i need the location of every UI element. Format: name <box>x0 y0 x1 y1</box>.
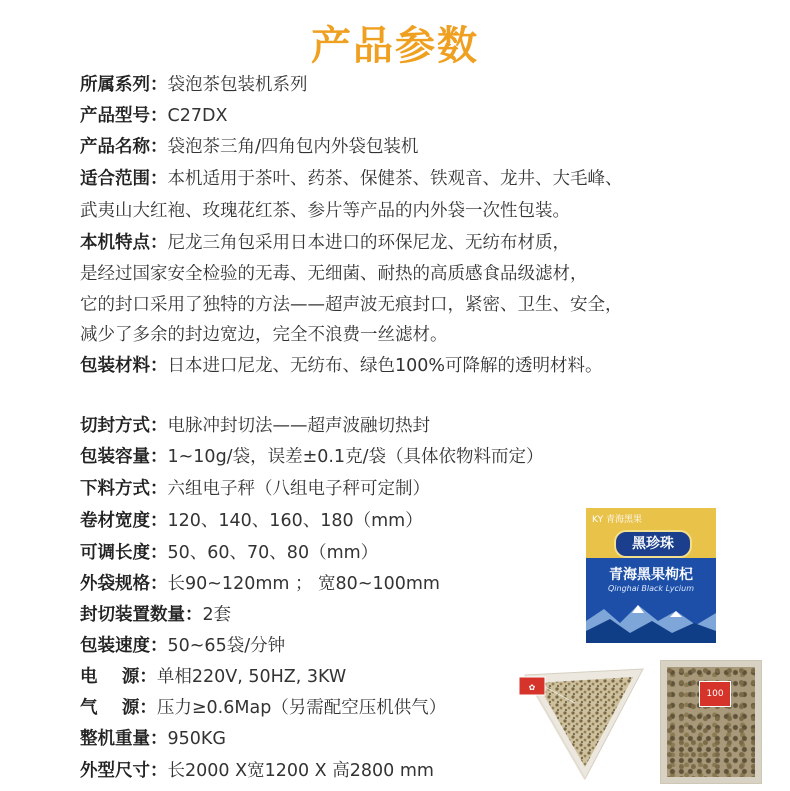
product-package-image <box>586 508 716 643</box>
spec-row-name: 产品名称：袋泡茶三角/四角包内外袋包装机 <box>80 137 419 157</box>
package-english: Qinghai Black Lycium <box>608 584 694 593</box>
package-brand: KY 青海黑果 <box>592 515 642 525</box>
spec-row-capacity: 包装容量：1~10g/袋，误差±0.1克/袋（具体依物料而定） <box>80 447 544 467</box>
triangle-tea-bag-image <box>515 663 650 783</box>
spec-row-power: 电 源：单相220V, 50HZ, 3KW <box>80 667 347 687</box>
square-tea-bag-image <box>660 660 762 784</box>
spec-row-features: 本机特点：尼龙三角包采用日本进口的环保尼龙、无纺布材质， <box>80 233 570 253</box>
spec-row-scope-cont: 武夷山大红袍、玫瑰花红茶、参片等产品的内外袋一次性包装。 <box>80 201 570 221</box>
package-name: 青海黑果枸杞 <box>609 567 693 583</box>
spec-row-outer-bag: 外袋规格：长90~120mm ； 宽80~100mm <box>80 574 440 594</box>
package-badge: 黑珍珠 <box>614 530 692 558</box>
spec-row-feeding: 下料方式：六组电子秤（八组电子秤可定制） <box>80 479 430 499</box>
spec-row-length: 可调长度：50、60、70、80（mm） <box>80 543 379 563</box>
mountain-illustration <box>586 599 716 643</box>
spec-row-model: 产品型号：C27DX <box>80 106 228 126</box>
spec-row-speed: 包装速度：50~65袋/分钟 <box>80 636 286 656</box>
tea-bag-tag: 100 <box>699 681 731 707</box>
svg-text:✿: ✿ <box>528 683 536 692</box>
spec-row-features-cont-3: 减少了多余的封边宽边，完全不浪费一丝滤材。 <box>80 325 448 345</box>
spec-row-scope: 适合范围：本机适用于茶叶、药茶、保健茶、铁观音、龙井、大毛峰、 <box>80 169 623 189</box>
spec-row-material: 包装材料：日本进口尼龙、无纺布、绿色100%可降解的透明材料。 <box>80 356 603 376</box>
spec-row-dimensions: 外型尺寸：长2000 X宽1200 X 高2800 mm <box>80 761 434 781</box>
spec-row-series: 所属系列：袋泡茶包装机系列 <box>80 75 308 95</box>
spec-row-weight: 整机重量：950KG <box>80 729 226 749</box>
spec-row-seal-method: 切封方式：电脉冲封切法——超声波融切热封 <box>80 416 430 436</box>
spec-row-features-cont-2: 它的封口采用了独特的方法——超声波无痕封口，紧密、卫生、安全， <box>80 295 623 315</box>
spec-row-seal-count: 封切装置数量：2套 <box>80 605 232 625</box>
spec-row-roll-width: 卷材宽度：120、140、160、180（mm） <box>80 511 423 531</box>
page-title: 产品参数 <box>311 23 479 69</box>
spec-row-features-cont-1: 是经过国家安全检验的无毒、无细菌、耐热的高质感食品级滤材， <box>80 264 588 284</box>
spec-row-air: 气 源：压力≥0.6Map（另需配空压机供气） <box>80 698 447 718</box>
